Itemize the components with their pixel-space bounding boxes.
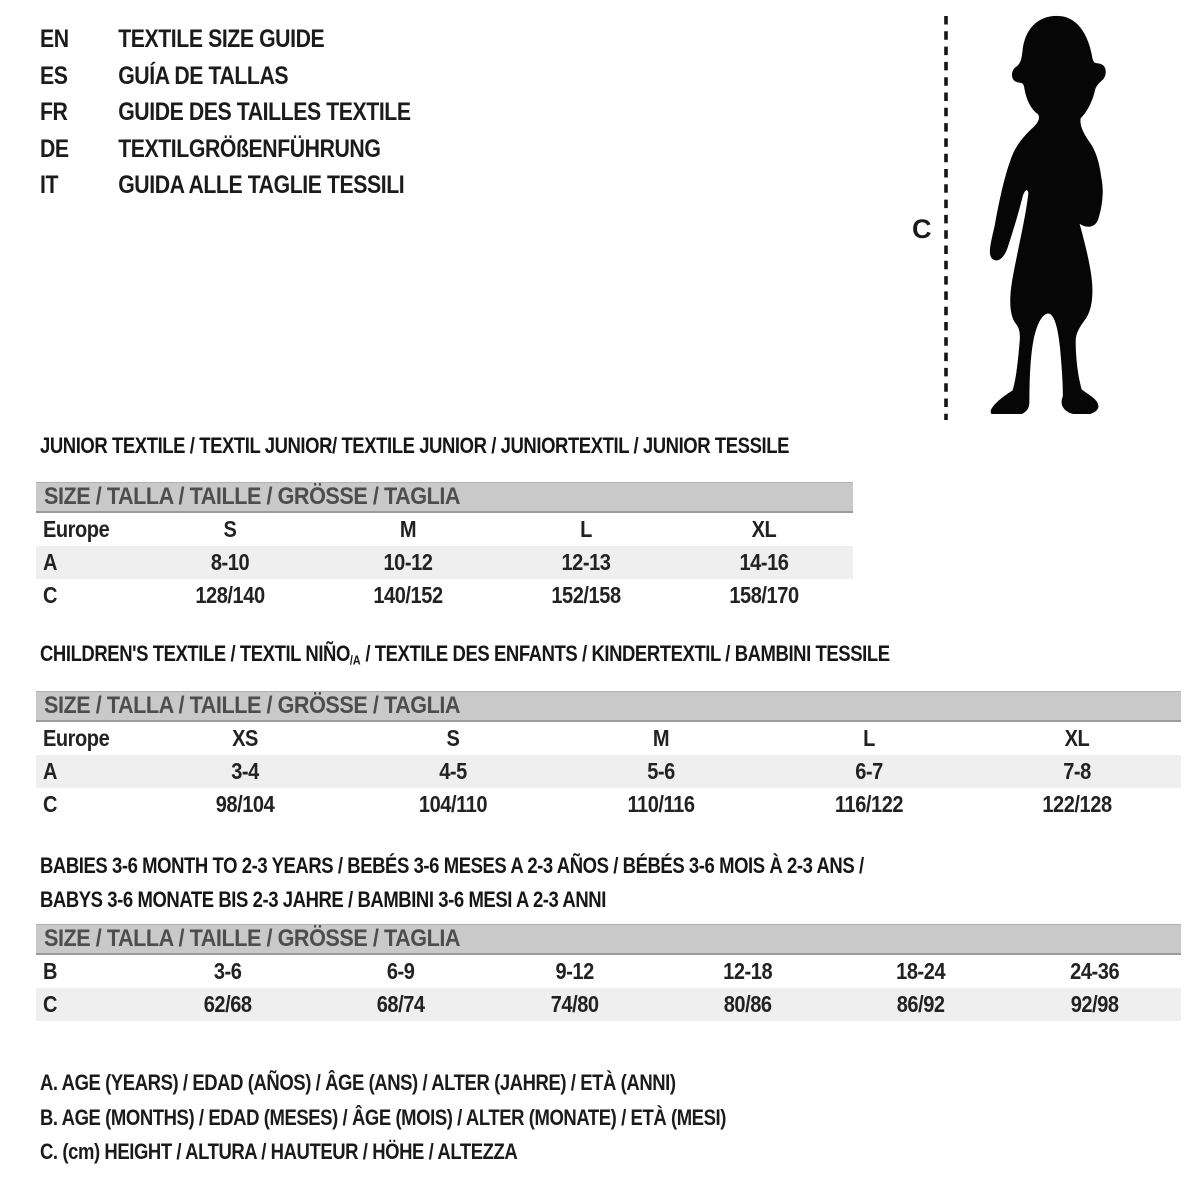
- language-title: TEXTILE SIZE GUIDE: [118, 25, 325, 53]
- language-row: [40, 58, 411, 95]
- size-table-header-text: SIZE / TALLA / TAILLE / GRÖSSE / TAGLIA: [44, 692, 461, 719]
- babies-title-line2: BABYS 3-6 MONATE BIS 2-3 JAHRE / BAMBINI 3-6 MESI A 2-3 ANNI: [40, 886, 606, 912]
- table-cell: 86/92: [897, 991, 945, 1017]
- language-code: FR: [40, 98, 68, 126]
- table-cell: 3-4: [231, 758, 259, 784]
- babies-title-line1: BABIES 3-6 MONTH TO 2-3 YEARS / BEBÉS 3-6 MESES A 2-3 AÑOS / BÉBÉS 3-6 MOIS À 2-3 ANS /: [40, 853, 864, 878]
- toddler-silhouette-icon: [970, 10, 1138, 414]
- table-row: [36, 755, 1181, 788]
- language-code: EN: [40, 25, 69, 53]
- language-title: GUÍA DE TALLAS: [118, 61, 289, 90]
- row-label: C: [42, 991, 57, 1017]
- table-cell: 5-6: [647, 758, 675, 784]
- footnote-legend: [40, 1066, 857, 1170]
- babies-size-table: [36, 924, 1181, 1021]
- children-title-part2: / TEXTILE DES ENFANTS / KINDERTEXTIL / BAMBINI TESSILE: [360, 641, 890, 666]
- dashed-height-line-icon: [942, 16, 950, 420]
- table-row: [36, 722, 1181, 755]
- language-title: TEXTILGRÖßENFÜHRUNG: [118, 134, 381, 163]
- table-cell: 128/140: [195, 582, 265, 608]
- table-cell: 74/80: [550, 991, 599, 1017]
- table-cell: 6-9: [387, 958, 415, 984]
- size-table-header-text: SIZE / TALLA / TAILLE / GRÖSSE / TAGLIA: [44, 925, 461, 952]
- language-row: [40, 131, 411, 168]
- table-row: [36, 988, 1181, 1021]
- row-label: C: [42, 791, 57, 817]
- children-section-title: [40, 641, 890, 668]
- table-cell: 10-12: [383, 549, 433, 575]
- language-row: [40, 94, 411, 131]
- table-cell: XS: [232, 725, 258, 751]
- children-size-table: [36, 691, 1181, 821]
- table-cell: M: [652, 725, 670, 751]
- table-cell: 24-36: [1069, 958, 1119, 984]
- table-cell: 110/116: [627, 791, 695, 817]
- table-cell: S: [446, 725, 460, 751]
- table-row: [36, 955, 1181, 988]
- junior-section-title: JUNIOR TEXTILE / TEXTIL JUNIOR/ TEXTILE JUNIOR / JUNIORTEXTIL / JUNIOR TESSILE: [40, 433, 789, 458]
- measure-label: C: [912, 214, 932, 244]
- table-cell: XL: [751, 516, 777, 542]
- row-label: B: [42, 958, 57, 984]
- table-cell: 7-8: [1063, 758, 1091, 784]
- table-cell: 158/170: [729, 582, 799, 608]
- table-cell: 6-7: [855, 758, 883, 784]
- table-cell: 62/68: [203, 991, 252, 1017]
- table-cell: 152/158: [551, 582, 621, 608]
- table-cell: 80/86: [723, 991, 772, 1017]
- row-label: A: [42, 549, 57, 575]
- row-label: C: [42, 582, 57, 608]
- language-code: ES: [40, 61, 68, 90]
- table-cell: M: [399, 516, 417, 542]
- size-table-header: [36, 482, 853, 513]
- table-row: [36, 513, 853, 546]
- table-cell: 92/98: [1070, 991, 1119, 1017]
- size-table-header: [36, 924, 1181, 955]
- table-cell: 4-5: [439, 758, 467, 784]
- language-title: GUIDE DES TAILLES TEXTILE: [118, 98, 411, 126]
- row-label: Europe: [42, 516, 110, 542]
- language-code: DE: [40, 134, 69, 163]
- children-title-part1: CHILDREN'S TEXTILE / TEXTIL NIÑO: [40, 641, 350, 666]
- table-cell: 122/128: [1042, 791, 1112, 817]
- table-row: [36, 579, 853, 612]
- children-title-subscript: /A: [349, 652, 361, 668]
- table-cell: L: [580, 516, 592, 542]
- language-row: [40, 21, 411, 58]
- table-cell: 140/152: [373, 582, 443, 608]
- language-row: [40, 167, 411, 204]
- row-label: Europe: [42, 725, 110, 751]
- language-code: IT: [40, 171, 59, 199]
- table-cell: 98/104: [215, 791, 275, 817]
- table-cell: 12-13: [561, 549, 611, 575]
- size-table-header-text: SIZE / TALLA / TAILLE / GRÖSSE / TAGLIA: [44, 483, 461, 510]
- table-cell: 116/122: [834, 791, 904, 817]
- table-cell: 18-24: [896, 958, 946, 984]
- footnote-c: C. (cm) HEIGHT / ALTURA / HAUTEUR / HÖHE / ALTEZZA: [40, 1139, 518, 1165]
- table-cell: 3-6: [213, 958, 242, 984]
- babies-section-title: [40, 849, 864, 916]
- table-cell: L: [863, 725, 875, 751]
- size-table-header: [36, 691, 1181, 722]
- table-cell: S: [223, 516, 237, 542]
- footnote-a: A. AGE (YEARS) / EDAD (AÑOS) / ÂGE (ANS) / ALTER (JAHRE) / ETÀ (ANNI): [40, 1070, 676, 1095]
- language-title-list: [40, 21, 476, 204]
- height-figure: [900, 8, 1180, 422]
- table-cell: XL: [1064, 725, 1090, 751]
- row-label: A: [42, 758, 57, 784]
- table-cell: 14-16: [739, 549, 789, 575]
- table-row: [36, 546, 853, 579]
- table-cell: 9-12: [555, 958, 594, 984]
- table-row: [36, 788, 1181, 821]
- table-cell: 68/74: [377, 991, 425, 1017]
- table-cell: 8-10: [210, 549, 250, 575]
- language-title: GUIDA ALLE TAGLIE TESSILI: [118, 171, 405, 199]
- junior-size-table: [36, 482, 853, 612]
- footnote-b: B. AGE (MONTHS) / EDAD (MESES) / ÂGE (MOIS) / ALTER (MONATE) / ETÀ (MESI): [40, 1104, 726, 1130]
- table-cell: 104/110: [418, 791, 488, 817]
- table-cell: 12-18: [723, 958, 773, 984]
